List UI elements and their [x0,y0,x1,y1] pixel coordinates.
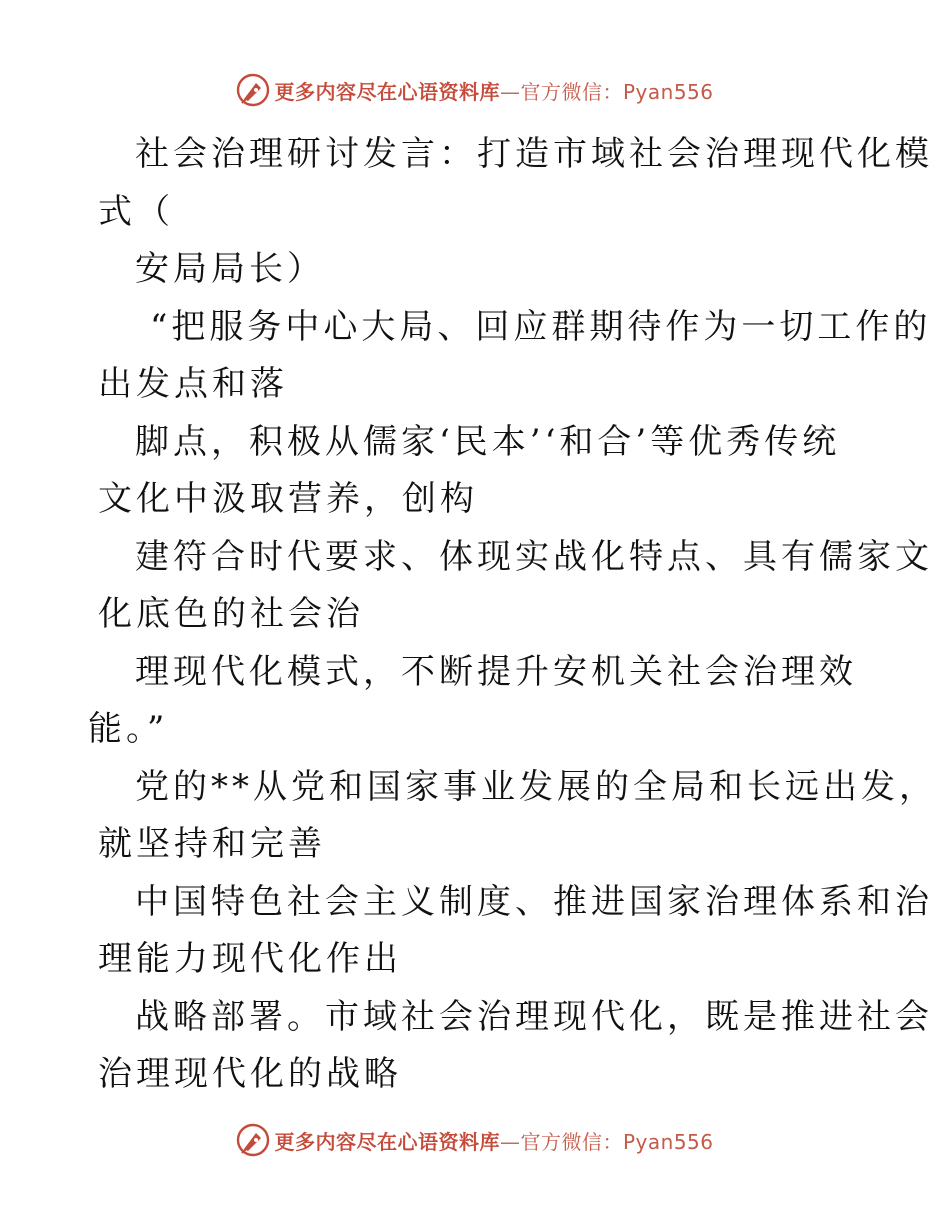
text-line: 建符合时代要求、体现实战化特点、具有儒家文 [135,536,933,577]
banner-wechat-label: 官方微信： [520,1129,623,1154]
banner-wechat-id: Pyan556 [622,79,714,104]
text-line: 社会治理研讨发言：打造市域社会治理现代化模 [135,134,933,174]
text-line: 就坚持和完善 [98,824,326,864]
banner-dash: — [499,1129,521,1154]
text-line: 中国特色社会主义制度、推进国家治理体系和治 [135,881,933,922]
banner-text [274,76,713,105]
pen-nib-logo-icon [236,73,270,107]
pen-nib-logo-icon [236,1123,270,1157]
banner-brand: 更多内容尽在心语资料库 [274,79,500,104]
banner-wechat-id: Pyan556 [622,1129,714,1154]
text-line: 理能力现代化作出 [98,939,402,979]
text-line: 能。” [88,709,169,749]
text-line: 文化中汲取营养，创构 [98,479,478,519]
text-line: 化底色的社会治 [98,594,364,634]
text-line: 出发点和落 [98,364,288,404]
text-line: 党的**从党和国家事业发展的全局和长远出发， [135,766,937,807]
text-line: 治理现代化的战略 [98,1054,402,1094]
text-line: 脚点，积极从儒家‘民本’‘和合’等优秀传统 [135,421,841,462]
text-line: 安局局长） [135,249,325,289]
banner-dash: — [499,79,521,104]
text-line: 式（ [98,191,174,232]
banner-brand: 更多内容尽在心语资料库 [274,1129,500,1154]
text-line: 理现代化模式，不断提升安机关社会治理效 [135,651,857,692]
text-line: “把服务中心大局、回应群期待作为一切工作的 [150,306,932,347]
header-banner [0,70,950,110]
document-body [88,126,937,1104]
footer-banner [0,1120,950,1160]
banner-text [274,1126,713,1155]
banner-wechat-label: 官方微信： [520,79,623,104]
text-line: 战略部署。市域社会治理现代化，既是推进社会 [135,996,933,1037]
